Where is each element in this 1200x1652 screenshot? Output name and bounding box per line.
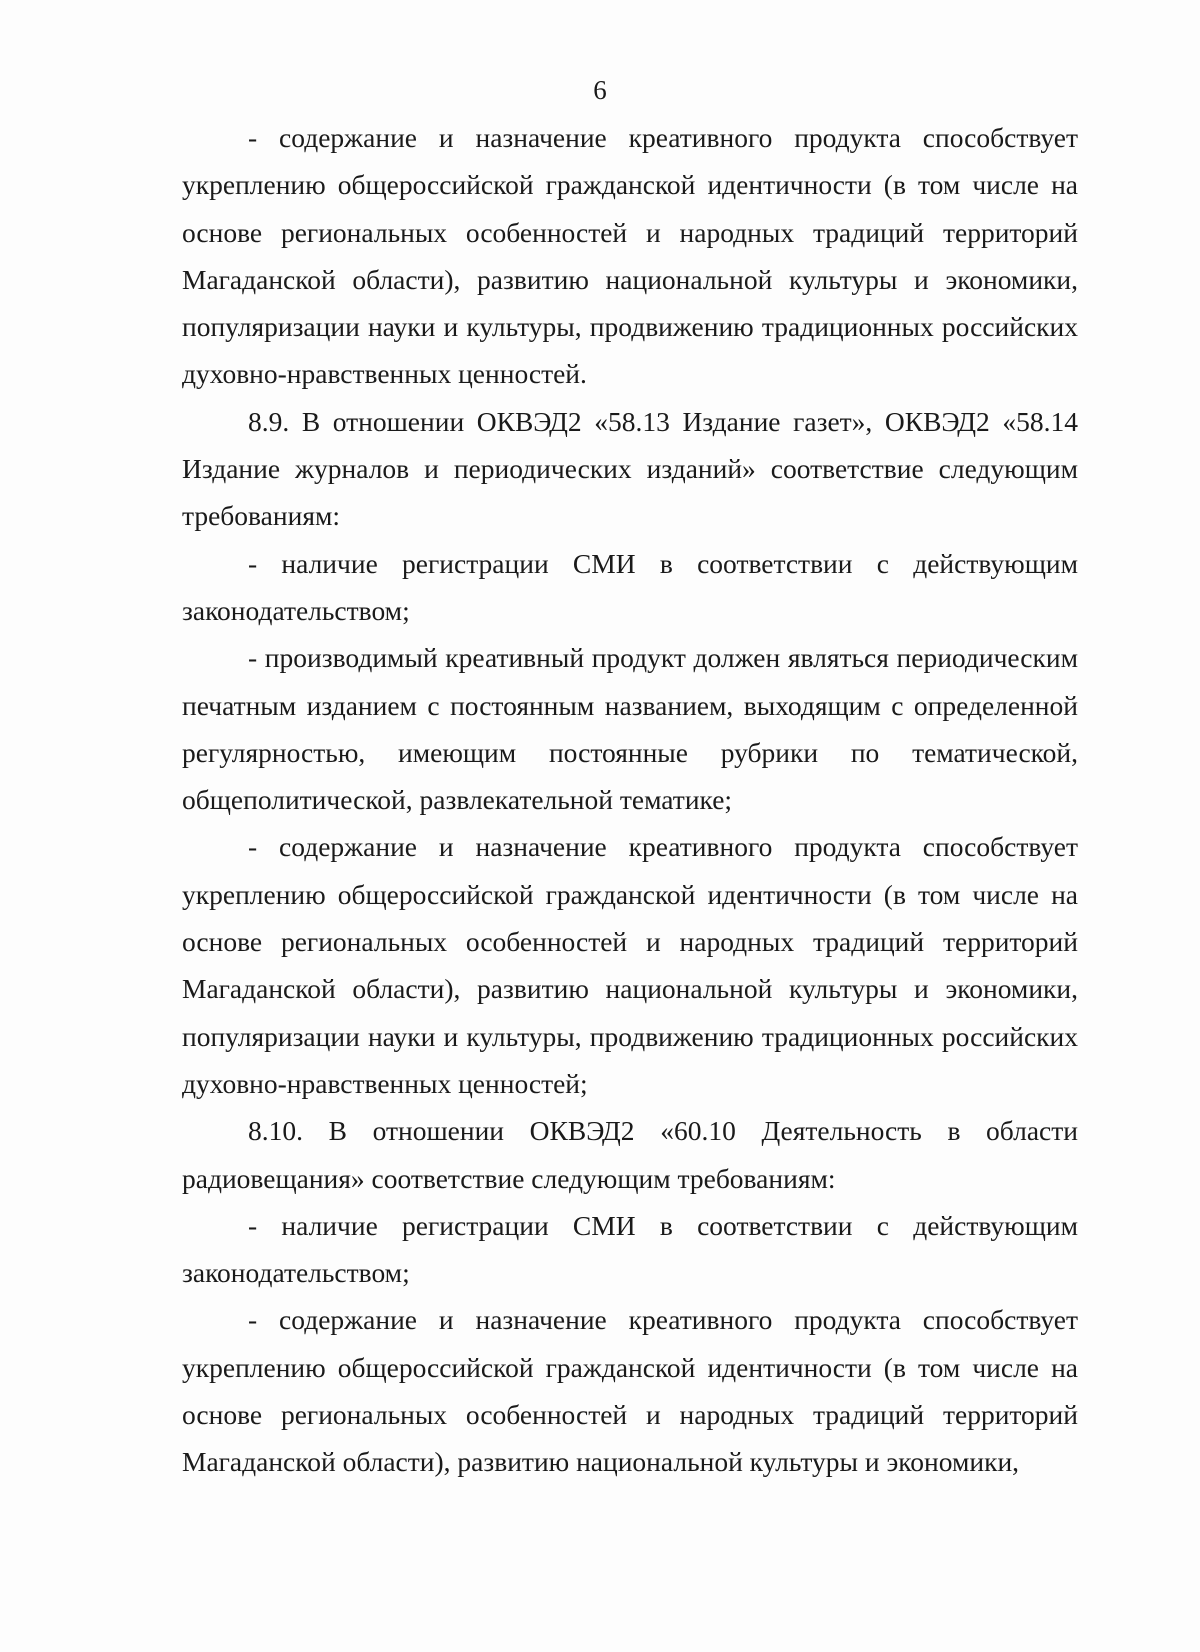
paragraph-requirement-content: - содержание и назначение креативного продукта способствует укреплению общероссийской гражданской идентичности (в том числе на основе региональных особенностей и народных традиций территорий Магаданской области), развитию национальной культуры и экономики, популяризации науки и культуры, продвижению традиционных российских духовно-нравственных ценностей. [182, 122, 1078, 390]
paragraph-requirement-content: - содержание и назначение креативного продукта способствует укреплению общероссийской гражданской идентичности (в том числе на основе региональных особенностей и народных традиций территорий Магаданской области), развитию национальной культуры и экономики, [182, 1304, 1078, 1478]
document-body [182, 114, 1078, 1486]
page-number: 6 [593, 75, 607, 105]
paragraph-section-8-9: 8.9. В отношении ОКВЭД2 «58.13 Издание газет», ОКВЭД2 «58.14 Издание журналов и периодических изданий» соответствие следующим требованиям: [182, 405, 1078, 532]
paragraph-requirement-registration: - наличие регистрации СМИ в соответствии с действующим законодательством; [182, 1209, 1078, 1289]
paragraph-requirement-registration: - наличие регистрации СМИ в соответствии с действующим законодательством; [182, 547, 1078, 626]
paragraph-requirement-content: - содержание и назначение креативного продукта способствует укреплению общероссийской гражданской идентичности (в том числе на основе региональных особенностей и народных традиций территорий Магаданской области), развитию национальной культуры и экономики, популяризации науки и культуры, продвижению традиционных российских духовно-нравственных ценностей; [182, 831, 1078, 1099]
paragraph-section-8-10: 8.10. В отношении ОКВЭД2 «60.10 Деятельность в области радиовещания» соответствие следующим требованиям: [182, 1115, 1078, 1194]
paragraph-requirement-periodical: - производимый креативный продукт должен являться периодическим печатным изданием с постоянным названием, выходящим с определенной регулярностью, имеющим постоянные рубрики по тематической, общеполитической, развлекательной тематике; [182, 642, 1078, 816]
